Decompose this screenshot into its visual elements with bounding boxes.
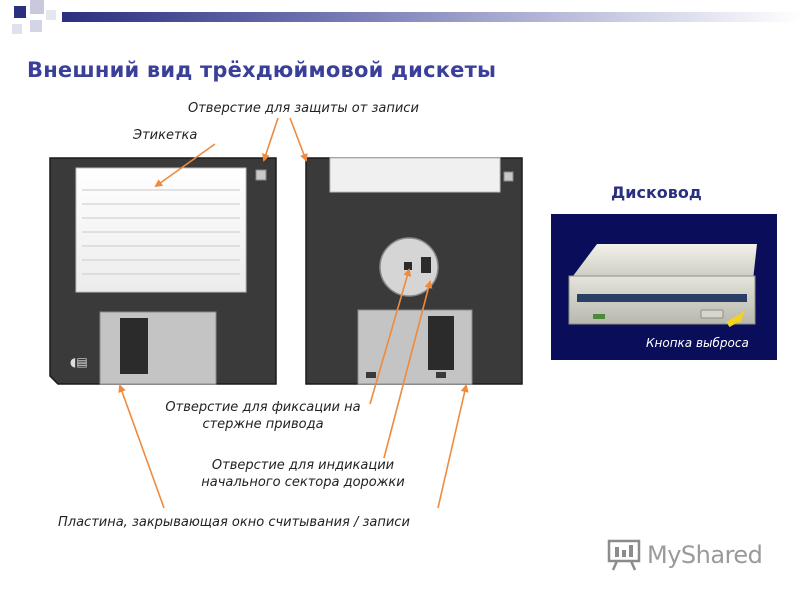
diskette-back — [306, 158, 522, 384]
label-fixation — [138, 399, 388, 433]
diskette-front — [50, 158, 276, 384]
eject-button-label: Кнопка выброса — [646, 336, 749, 350]
arrow-shutter-back — [438, 386, 466, 508]
label-index-line2: начального сектора дорожки — [201, 475, 405, 490]
write-protect-hole — [256, 170, 266, 180]
disk-label-sticker — [76, 168, 246, 292]
label-write-protect: Отверстие для защиты от записи — [188, 101, 419, 116]
watermark — [607, 538, 762, 572]
hd-mark-glyph: ◖▤ — [70, 355, 88, 369]
arrow-write-protect-front — [264, 118, 278, 160]
label-fixation-line1: Отверстие для фиксации на — [165, 400, 361, 415]
label-disk-label: Этикетка — [133, 128, 198, 143]
shutter-window — [120, 318, 148, 374]
watermark-text: MyShared — [647, 541, 763, 569]
disk-slot — [577, 294, 747, 302]
back-label-strip — [330, 158, 500, 192]
spindle-hole — [404, 262, 412, 270]
label-index — [168, 457, 438, 491]
activity-led — [593, 314, 605, 319]
eject-button — [701, 310, 723, 318]
metal-shutter — [100, 312, 216, 384]
slide-title: Внешний вид трёхдюймовой дискеты — [27, 58, 497, 82]
arrow-write-protect-back — [290, 118, 306, 160]
index-hole — [421, 257, 431, 273]
presentation-board-icon — [607, 539, 641, 571]
label-index-line1: Отверстие для индикации — [211, 458, 395, 473]
label-shutter: Пластина, закрывающая окно считывания / записи — [58, 515, 410, 530]
label-fixation-line2: стержне привода — [202, 417, 324, 432]
drive-title: Дисковод — [611, 183, 702, 202]
